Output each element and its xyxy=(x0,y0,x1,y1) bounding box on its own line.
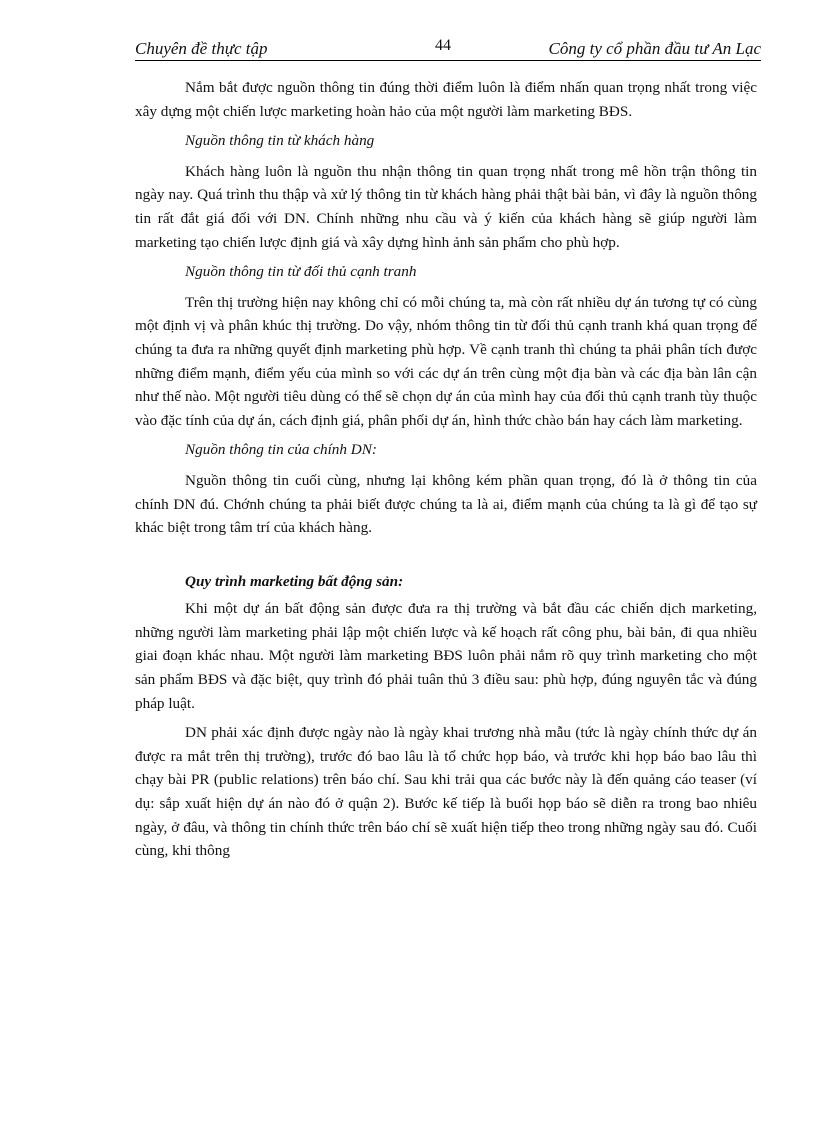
header-company-name: Công ty cổ phần đầu tư An Lạc xyxy=(548,39,761,58)
subheading-own-info: Nguồn thông tin của chính DN: xyxy=(185,441,377,459)
section-title-marketing-process: Quy trình marketing bất động sản: xyxy=(185,572,404,590)
paragraph-intro: Nắm bắt được nguồn thông tin đúng thời điểm luôn là điểm nhấn quan trọng nhất trong việc xây dựng một chiến lược marketing hoàn hảo của một người làm marketing BĐS. xyxy=(135,79,757,120)
paragraph-process-2: DN phải xác định được ngày nào là ngày khai trương nhà mẫu (tức là ngày chính thức dự án được ra mắt trên thị trường), trước đó bao lâu là tổ chức họp báo, và trước khi họp báo bao lâu thì chạy bài PR (public relations) trên báo chí. Sau khi trải qua các bước này là đến quảng cáo teaser (ví dụ: sắp xuất hiện dự án nào đó ở quận 2). Bước kế tiếp là buổi họp báo sẽ diễn ra trong bao nhiêu ngày, ở đâu, và thông tin chính thức trên báo chí sẽ xuất hiện tiếp theo trong những ngày sau đó. Cuối cùng, khi thông xyxy=(135,724,757,860)
page-header xyxy=(135,36,761,61)
paragraph-own-info: Nguồn thông tin cuối cùng, nhưng lại không kém phần quan trọng, đó là ở thông tin của chính DN đú. Chớnh chúng ta phải biết được chúng ta là ai, điểm mạnh của chúng ta là gì để tạo sự khác biệt trong tâm trí của khách hàng. xyxy=(135,471,757,537)
document-body xyxy=(135,76,757,869)
paragraph-process-1: Khi một dự án bất động sản được đưa ra thị trường và bắt đầu các chiến dịch marketing, những người làm marketing phải lập một chiến lược và kế hoạch rất công phu, bài bản, đi qua nhiều giai đoạn khác nhau. Một người làm marketing BĐS luôn phải nắm rõ quy trình marketing cho một sản phẩm BĐS và đặc biệt, quy trình đó phải tuân thủ 3 điều sau: phù hợp, đúng nguyên tắc và đúng pháp luật. xyxy=(135,600,757,712)
header-document-title: Chuyên đề thực tập xyxy=(135,39,268,58)
subheading-customer-info: Nguồn thông tin từ khách hàng xyxy=(185,132,375,150)
subheading-competitor-info: Nguồn thông tin từ đối thủ cạnh tranh xyxy=(185,263,417,281)
header-page-number: 44 xyxy=(435,37,451,54)
paragraph-customer-info: Khách hàng luôn là nguồn thu nhận thông tin quan trọng nhất trong mê hồn trận thông tin ngày nay. Quá trình thu thập và xử lý thông tin từ khách hàng phải thật bài bản, vì đây là nguồn thông tin rất đắt giá đối với DN. Chính những nhu cầu và ý kiến của khách hàng sẽ giúp người làm marketing tạo chiến lược định giá và xây dựng hình ảnh sản phẩm cho phù hợp. xyxy=(135,162,757,251)
paragraph-competitor-info: Trên thị trường hiện nay không chỉ có mỗi chúng ta, mà còn rất nhiều dự án tương tự có cùng một định vị và phân khúc thị trường. Do vậy, nhóm thông tin từ đối thủ cạnh tranh khá quan trọng để chúng ta đưa ra những quyết định marketing phù hợp. Về cạnh tranh thì chúng ta phải phân tích được những điểm mạnh, điểm yếu của mình so với các dự án trên cùng một địa bàn và các địa bàn lân cận như thế nào. Một người tiêu dùng có thể sẽ chọn dự án của mình hay của đối thủ cạnh tranh tùy thuộc vào đặc tính của dự án, cách định giá, phân phối dự án, hình thức chào bán hay cách làm marketing. xyxy=(135,293,757,429)
